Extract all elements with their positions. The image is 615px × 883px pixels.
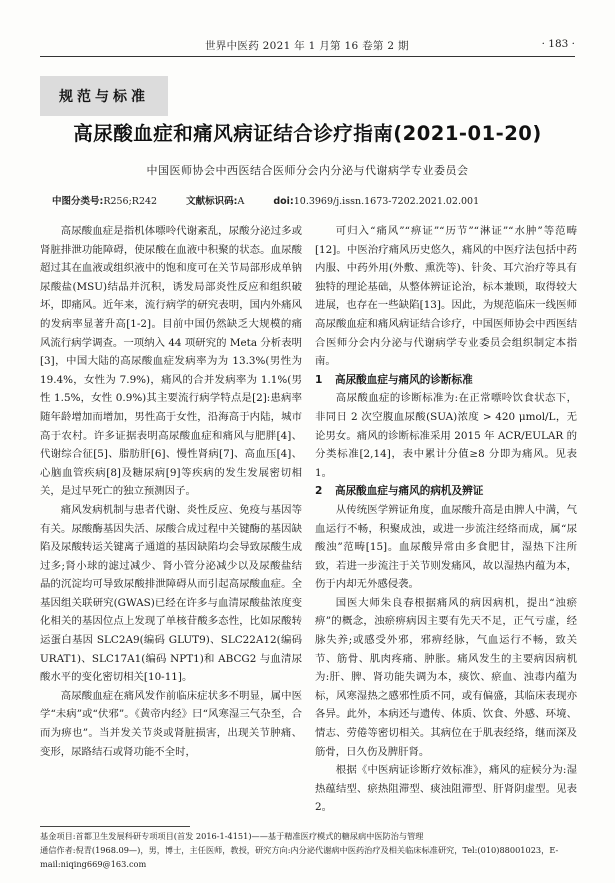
body-paragraph: 从传统医学辨证角度，血尿酸升高是由脾人中满，气血运行不畅，积聚成浊，或进一步流注经络而成，属“尿酸浊”范畴[15]。血尿酸异常由多食肥甘，湿热下注所致，若进一步流注于关节则发痛风，故以湿热内蕴为本，伤于内却无外感侵袭。 (315, 503, 577, 591)
clc-number: 中图分类号:R256;R242 (52, 196, 158, 207)
section-tag: 规范与标准 (40, 76, 168, 116)
corresponding-author-email: mail:niqing669@163.com (40, 859, 147, 869)
section-heading: 1 高尿酸血症与痛风的诊断标准 (315, 373, 473, 386)
body-paragraph: 可归入“痛风”“痹证”“历节”“淋证”“水肿”等范畴[12]。中医治疗痛风历史悠久，痛风的中医疗法包括中药内服、中药外用(外敷、熏洗等)、针灸、耳穴治疗等具有独特的理论基础，从整体辨证论治，标本兼顾，取得较大进展，也存在一些缺陷[13]。因此，为规范临床一线医师高尿酸血症和痛风病证结合诊疗，中国医师协会中西医结合医师分会内分泌与代谢病学专业委员会组织制定本指南。 (315, 225, 577, 368)
body-paragraph: 高尿酸血症是指机体嘌呤代谢紊乱，尿酸分泌过多或肾脏排泄功能障碍，使尿酸在血液中积聚的状态。血尿酸超过其在血液或组织液中的饱和度可在关节局部形成单钠尿酸盐(MSU)结晶并沉积，诱发局部炎性反应和组织破坏，即痛风。近年来，流行病学的研究表明，国内外痛风的发病率显著升高[1-2]。目前中国仍然缺乏大规模的痛风流行病学调查。一项纳入 44 项研究的 Meta 分析表明[3]，中国大陆的高尿酸血症发病率为为 13.3%(男性为 19.4%，女性为 7.9%)，痛风的合并发病率为 1.1%(男性 1.5%，女性 0.9%)其主要流行病学特点是[2]:患病率随年龄增加而增加，男性高于女性，沿海高于内陆，城市高于农村。许多证据表明高尿酸血症和痛风与肥胖[4]、代谢综合征[5]、脂肪肝[6]、慢性肾病[7]、高血压[4]、心脑血管疾病[8]及糖尿病[9]等疾病的发生发展密切相关，是过早死亡的独立预测因子。 (40, 225, 302, 498)
body-paragraph: 高尿酸血症在痛风发作前临床症状多不明显，属中医学“未病”或“伏邪”。《黄帝内经》曰“风寒湿三气杂至，合而为痹也”。当并发关节炎或肾脏损害，出现关节肿痛、变形，尿路结石或肾功能不全时， (40, 689, 302, 758)
article-title: 高尿酸血症和痛风病证结合诊疗指南(2021-01-20) (73, 122, 542, 145)
section-heading: 2 高尿酸血症与痛风的病机及辨证 (315, 485, 484, 498)
right-column (315, 222, 577, 817)
authors: 中国医师协会中西医结合医师分会内分泌与代谢病学专业委员会 (146, 164, 469, 177)
document-code: 文献标识码:A (186, 196, 245, 207)
left-column (40, 222, 302, 761)
article-meta (52, 193, 575, 207)
footnotes (40, 826, 575, 871)
funding-note: 基金项目:首都卫生发展科研专项项目(首发 2016-1-4151)——基于精准医疗模式的糖尿病中医防治与管理 (40, 831, 424, 841)
journal-issue: 世界中医药 2021 年 1 月第 16 卷第 2 期 (205, 40, 409, 52)
page-number: · 183 · (541, 38, 575, 50)
body-paragraph: 痛风发病机制与患者代谢、炎性反应、免疫与基因等有关。尿酸酶基因失活、尿酸合成过程中关键酶的基因缺陷及尿酸转运关键离子通道的基因缺陷均会导致尿酸生成过多;肾小球的滤过减少、肾小管分泌减少以及尿酸盐结晶的沉淀均可导致尿酸排泄障碍从而引起高尿酸血症。全基因组关联研究(GWAS)已经在许多与血清尿酸盐浓度变化相关的基因位点上发现了单核苷酸多态性，比如尿酸转运蛋白基因 SLC2A9(编码 GLUT9)、SLC22A12(编码 URAT1)、SLC17A1(编码 NPT1)和 ABCG2 与血清尿酸水平的变化密切相关[10-11]。 (40, 503, 302, 684)
body-paragraph: 高尿酸血症的诊断标准为:在正常嘌呤饮食状态下，非同日 2 次空腹血尿酸(SUA)浓度 > 420 μmol/L，无论男女。痛风的诊断标准采用 2015 年 ACR/EULAR 的分类标准[2,14]，表中累计分值≥8 分即为痛风。见表 1。 (315, 392, 577, 479)
body-paragraph: 根据《中医病证诊断疗效标准》，痛风的症候分为:湿热蕴结型、瘀热阻滞型、痰浊阻滞型、肝肾阴虚型。见表 2。 (315, 764, 577, 814)
footnote-divider (40, 826, 190, 827)
body-paragraph: 国医大师朱良春根据痛风的病因病机，提出“浊瘀痹”的概念，浊瘀痹病因主要有先天不足，正气亏虚，经脉失养;或感受外邪，邪痹经脉，气血运行不畅，致关节、筋骨、肌肉疼痛、肿胀。痛风发生的主要病因病机为:肝、脾、肾功能失调为本，痰饮、瘀血、浊毒内蕴为标，风寒湿热之感邪性质不同，或有偏盛，其临床表现亦各异。此外，本病还与遗传、体质、饮食、外感、环境、情志、劳倦等密切相关。其病位在于肌表经络，继而深及筋骨，日久伤及脾肝肾。 (315, 596, 577, 758)
doi: doi:10.3969/j.issn.1673-7202.2021.02.001 (273, 196, 480, 207)
corresponding-author-note: 通信作者:倪青(1968.09—)，男，博士，主任医师，教授，研究方向:内分泌代谢病中医药治疗及相关临床标准研究，Tel:(010)88001023，E- (40, 845, 559, 855)
running-head (40, 36, 575, 57)
